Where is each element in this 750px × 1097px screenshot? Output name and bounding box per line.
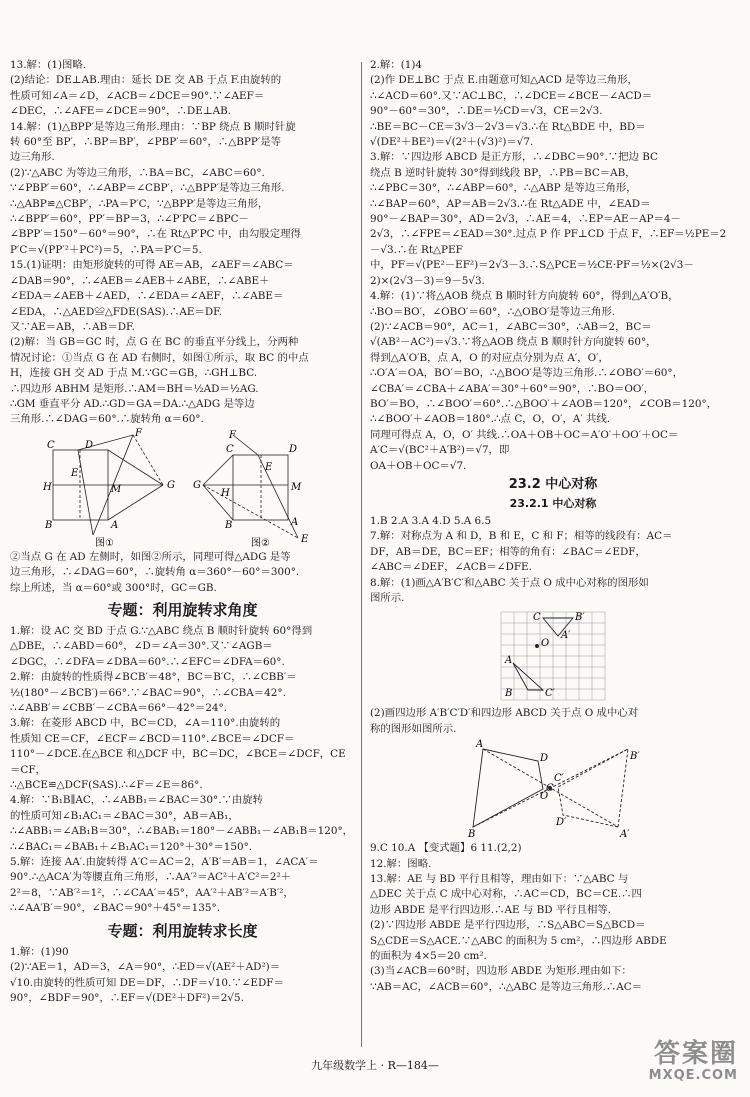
text-line: ∴BO＝BO′，∠OBO′＝60°，∴△OBO′是等边三角形. (370, 305, 616, 318)
text-line: 2²＝8，∵AB′²＝1²，∴∠CAA′＝45°，AA′²＋AB′²＝A′B′²， (10, 886, 294, 899)
text-line: △DEC 关于点 C 成中心对称，∴AC＝CD，BC＝CE.∴四 (370, 888, 642, 901)
text-line: 性质可知∠A＝∠D，∠ACB＝∠DCE＝90°.∵∠AEF＝ (10, 89, 265, 102)
text-line: (2)画四边形 A′B′C′D′和四边形 ABCD 关于点 O 成中心对 (370, 707, 639, 720)
text-line: A′C＝√(BC²＋A′B²)＝√7，即 (370, 444, 510, 457)
text-line: ∴∠AA′B′＝90°，∠BAC＝90°＋45°＝135°. (10, 902, 221, 915)
text-line: (2)解：当 GB＝GC 时，点 G 在 BC 的垂直平分线上，分两种 (10, 336, 299, 349)
column-divider (361, 62, 362, 1047)
fig2-label-g: G (192, 479, 201, 491)
text-line: △DBE，∴∠ABD＝60°，∠D＝∠A＝30°.又∵∠AGB＝ (10, 640, 273, 653)
quad-label-o: O (540, 791, 549, 803)
text-line: 称的图形如图所示. (370, 722, 457, 735)
text-line: ∴O′A′＝OA，BO′＝BO，∴△BOO′是等边三角形.∴∠OBO′＝60°， (370, 367, 683, 380)
text-line: S△CDE＝S△ACE.∵△ABC 的面积为 5 cm²，∴四边形 ABDE (370, 934, 667, 947)
text-line: (2)结论：DE⊥AB.理由：延长 DE 交 AB 于点 F.由旋转的 (10, 74, 282, 87)
quad-label-c-prime: C′ (554, 773, 564, 785)
text-line: ②当点 G 在 AD 左侧时，如图②所示，同理可得△ADG 是等 (10, 550, 291, 563)
text-line: 3.解：∵四边形 ABCD 是正方形，∴∠DBC＝90°.∵把边 BC (370, 151, 658, 164)
text-line: ∴BE＝BC－CE＝3√3－2√3＝√3.∴在 Rt△BDE 中，BD＝ (370, 120, 646, 133)
fig1-label-g: G (166, 479, 175, 491)
text-line: 情况讨论：①当点 G 在 AD 右侧时，如图①所示，取 BC 的中点 (10, 351, 309, 364)
text-line: 9.C 10.A 【变式题】6 11.(2,2) (370, 842, 522, 855)
text-line: 2.解：由旋转的性质得∠BCB′＝48°，BC＝B′C，∴∠CBB′＝ (10, 671, 297, 684)
text-line: 8.解：(1)画△A′B′C′和△ABC 关于点 O 成中心对称的图形如 (370, 576, 649, 589)
text-line: H，连接 GH 交 AD 于点 M.∵GC＝GB，∴GH⊥BC. (10, 367, 258, 380)
text-line: √(AB²－AC²)＝√3.∵将△AOB 绕点 B 顺时针方向旋转 60°， (370, 336, 657, 349)
text-line: OA＋OB＋OC＝√7. (370, 459, 467, 472)
text-line: 2√3，∴∠FPE＝∠EAD＝30°.过点 P 作 PF⊥CD 于点 F，∴EF＝½PE＝2－√3.∴在 Rt△PEF (370, 228, 727, 256)
text-line: 3.解：在菱形 ABCD 中，BC＝CD，∠A＝110°.由旋转的 (10, 717, 281, 730)
quad-label-d-prime: D′ (556, 817, 567, 829)
text-line: √(DE²＋BE²)＝√(2²＋(√3)²)＝√7. (370, 136, 534, 149)
fig2-label-b: B (224, 519, 232, 531)
fig2-label-m: M (290, 481, 301, 493)
text-line: ∴∠BPP′＝60°，PP′＝BP＝3，∴∠P′PC＝∠BPC－ (10, 213, 249, 226)
left-text-after-figure (10, 550, 355, 596)
text-line: ∴∠BOO′＋∠AOB＝180°.∴点 C，O，O′，A′ 共线. (370, 413, 611, 426)
quadrilateral-figure (468, 739, 638, 839)
text-line: (2)∵∠ACB＝90°，AC＝1，∠ABC＝30°，∴AB＝2，BC＝ (370, 320, 652, 333)
grid-label-c: C (533, 612, 541, 624)
text-line: ∠CBA′＝∠CBA＋∠ABA′＝30°＋60°＝90°，∴BO＝OO′， (370, 382, 655, 395)
text-line: ∴∠PBC＝30°，∴∠ABP＝60°，∴△ABP 是等边三角形， (370, 182, 637, 195)
fig2-label-f: F (228, 429, 236, 441)
text-line: (2)∵AE＝1，AD＝3，∠A＝90°，∴ED＝√(AE²＋AD²)＝ (10, 961, 281, 974)
right-column (370, 58, 736, 995)
text-line: 的性质可知∠B₁AC₁＝∠BAC＝30°，AB＝AB₁， (10, 809, 239, 822)
text-line: (2)∵四边形 ABDE 是平行四边形，∴S△ABC＝S△BCD＝ (370, 919, 646, 932)
text-line: 的面积为 4×5＝20 cm². (370, 950, 487, 963)
grid-label-o: O (541, 638, 550, 650)
quad-label-a-prime: A′ (620, 829, 630, 841)
text-line: 边形 ABDE 是平行四边形.∴AE 与 BD 平行且相等. (370, 903, 612, 916)
text-line: 得到△A′O′B，点 A，O 的对应点分别为点 A′，O′， (370, 351, 609, 364)
text-line: ∴∠ABB′＝∠CBB′－∠CBA＝66°－42°＝24°. (10, 702, 228, 714)
figure-1 (53, 435, 163, 535)
text-line: 90°－60°＝30°，∴DE＝½CD＝√3，CE＝2√3. (370, 105, 603, 118)
text-line: 三角形.∴∠DAG＝60°.∴旋转角 α＝60°. (10, 413, 204, 426)
text-line: 90°，∠BDF＝90°，∴EF＝√(DE²＋DF²)＝2√5. (10, 991, 244, 1004)
grid-symmetry-figure (493, 608, 613, 704)
text-line: 13.解：AE 与 BD 平行且相等，理由如下：∵△ABC 与 (370, 873, 629, 886)
text-line: 又∵AE＝AB，∴AB＝DF. (10, 320, 135, 333)
fig1-label-f: F (134, 427, 142, 439)
fig2-label-c: C (225, 443, 234, 455)
answers-block-2 (370, 706, 736, 737)
text-line: (3)当∠ACB＝60°时，四边形 ABDE 为矩形.理由如下： (370, 965, 632, 978)
text-line: ∴∠ACD＝60°.又∵AC⊥BC，∴∠DCE＝∠BCE－∠ACD＝ (370, 89, 653, 102)
text-line: 边三角形. (10, 151, 55, 164)
text-line: 中，PF＝√(PE²－EF²)＝2√3－3.∴S△PCE＝½CE·PF＝½×(2√3－ (370, 259, 694, 272)
text-line: ∴四边形 ABHM 是矩形.∴AM＝BH＝½AD＝½AG. (10, 382, 259, 395)
text-line: ∴GM 垂直平分 AD.∴GD＝GA＝DA.∴△ADG 是等边 (10, 397, 255, 410)
grid-label-b: B (505, 688, 513, 700)
text-line: 性质知 CE＝CF，∠ECF＝∠BCD＝110°.∠BCE＝∠DCF＝ (10, 732, 295, 745)
text-line: ∠ABC＝∠DEF，∠ACB＝∠DFE. (370, 561, 532, 574)
text-line: ∠EDA＝∠AEB＋∠AED，∴∠EDA＝∠AEF，∴∠ABE＝ (10, 290, 284, 303)
rotation-figures (33, 427, 333, 549)
text-line: ∴∠BAC₁＝∠BAB₁＋∠B₁AC₁＝120°＋30°＝150°. (10, 840, 253, 853)
grid-label-c-prime: C′ (545, 688, 555, 700)
text-line: 2.解：(1)4 (370, 59, 423, 71)
fig1-label-e: E (70, 467, 78, 479)
fig1-caption: 图① (94, 537, 114, 549)
text-line: 90°－∠BAP＝30°，AD＝2√3，∴AE＝4，∴EP＝AE－AP＝4－ (370, 213, 681, 226)
text-line: 图所示. (370, 592, 405, 604)
section-length-text (10, 945, 355, 1007)
fig1-label-h: H (42, 481, 52, 493)
text-line: 综上所述，当 α＝60°或 300°时，GC＝GB. (10, 581, 217, 594)
quad-label-c: C (546, 783, 554, 795)
text-line: 12.解：图略. (370, 857, 432, 870)
text-line: (2)∵△ABC 为等边三角形，∴BA＝BC，∠ABC＝60°. (10, 166, 265, 179)
text-line: 同理可得点 A，O，O′ 共线.∴OA＋OB＋OC＝A′O′＋OO′＋OC＝ (370, 428, 679, 441)
fig1-label-c: C (46, 439, 55, 451)
text-line: 绕点 B 逆时针旋转 30°得到线段 BP，∴PB＝BC＝AB， (370, 166, 636, 179)
watermark-line-1: 答案圈 (653, 1039, 738, 1069)
fig2-label-h: H (220, 487, 230, 499)
fig1-label-b: B (44, 519, 52, 531)
left-column (10, 58, 355, 1006)
text-line: 1.解：设 AC 交 BD 于点 G.∵△ABC 绕点 B 顺时针旋转 60°得到 (10, 624, 313, 637)
text-line: DF，AB＝DE，BC＝EF；相等的角有：∠BAC＝∠EDF， (370, 545, 646, 558)
fig2-label-e2: E (300, 533, 308, 545)
quad-label-b: B (468, 829, 476, 841)
grid-label-a-prime: A′ (561, 630, 571, 642)
text-line: ∵∠PBP′＝60°，∴∠ABP＝∠CBP′，∴△BPP′是等边三角形. (10, 182, 285, 195)
page-footer: 九年级数学上 · R—184— (311, 1059, 439, 1072)
chapter-title: 23.2 中心对称 (508, 476, 598, 492)
fig1-label-d: D (84, 439, 93, 451)
text-line: ½(180°－∠BCB′)＝66°.∵∠BAC＝90°，∴∠CBA＝42°. (10, 686, 286, 699)
fig1-label-a: A (110, 519, 118, 531)
left-text-block (10, 58, 355, 428)
text-line: 14.解：(1)△BPP′是等边三角形.理由：∵BP 绕点 B 顺时针旋 (10, 120, 296, 133)
quad-label-a: A (476, 739, 484, 751)
watermark-line-2: MXQE.COM (648, 1068, 738, 1083)
answers-block-1 (370, 514, 736, 606)
text-line: 110°－∠DCE.在△BCE 和△DCF 中，BC＝DC，∠BCE＝∠DCF，CE＝CF， (10, 748, 346, 776)
fig2-label-e: E (264, 461, 272, 473)
text-line: 转 60°至 BP′，∴BP＝BP′，∠PBP′＝60°，∴△BPP′是等 (10, 136, 281, 149)
text-line: ∴△ABP≌△CBP′，∴PA＝P′C，∵△BPP′是等边三角形， (10, 197, 269, 210)
text-line: ∵AB＝AC，∠ACB＝60°，∴△ABC 是等边三角形.∴AC＝ (370, 980, 643, 993)
text-line: 2)×(2√3－3)＝9－5√3. (370, 274, 485, 287)
grid-label-a: A (505, 655, 513, 667)
text-line: 5.解：连接 AA′.由旋转得 A′C＝AC＝2，A′B′＝AB＝1，∠ACA′＝ (10, 856, 319, 869)
grid-label-b-prime: B′ (575, 612, 585, 624)
text-line: ∠DAB＝90°，∴∠AEB＝∠AEB＋∠ABE，∴∠ABE＋ (10, 274, 270, 287)
text-line: ∠EDA，∴△AED≌△FDE(SAS).∴AE＝DF. (10, 305, 223, 318)
text-line: ∴∠BAP＝60°，AP＝AB＝2√3.∴在 Rt△ADE 中，∠EAD＝ (370, 197, 651, 210)
fig2-label-d: D (288, 443, 297, 455)
section-title-length: 专题：利用旋转求长度 (107, 921, 258, 940)
text-line: 1.解：(1)90 (10, 945, 69, 958)
figure-2 (203, 435, 298, 538)
text-line: P′C＝√(PP′²＋PC²)＝5，∴PA＝P′C＝5. (10, 243, 202, 256)
text-line: 7.解：对称点为 A 和 D，B 和 E，C 和 F；相等的线段有：AC＝ (370, 530, 673, 543)
section-title-angle: 专题：利用旋转求角度 (107, 600, 258, 619)
text-line: ∠DEC，∴∠AFE＝∠DCE＝90°，∴DE⊥AB. (10, 105, 232, 118)
text-line: √10.由旋转的性质可知 DE＝DF，∴DF＝√10.∵∠EDF＝ (10, 976, 284, 989)
text-line: ∴∠ABB₁＝∠AB₁B＝30°，∴∠BAB₁＝180°－∠ABB₁－∠AB₁B＝120°， (10, 825, 354, 838)
quad-label-d: D (540, 753, 549, 765)
text-line: BO′＝BO，∴∠BOO′＝60°.∴△BOO′＋∠AOB＝120°，∠COB＝120°， (370, 397, 718, 410)
answers-block-3 (370, 841, 736, 995)
text-line: 13.解：(1)图略. (10, 59, 87, 71)
text-line: ∠DGC，∴∠DFA＝∠DBA＝60°.∴∠EFC＝∠DFA＝60°. (10, 655, 285, 668)
text-line: 4.解：(1)∵将△AOB 绕点 B 顺时针方向旋转 60°，得到△A′O′B， (370, 290, 679, 303)
text-line: ∴△BCE≌△DCF(SAS).∴∠F＝∠E＝86°. (10, 779, 203, 792)
fig2-label-a: A (290, 516, 298, 528)
text-line: (2)作 DE⊥BC 于点 E.由题意可知△ACD 是等边三角形， (370, 74, 638, 87)
text-line: 边三角形，∴∠DAG＝60°，∴旋转角 α＝360°－60°＝300°. (10, 566, 300, 579)
watermark-logo (649, 1040, 738, 1083)
text-line: 4.解：∵B₁B∥AC，∴∠ABB₁＝∠BAC＝30°.∵由旋转 (10, 794, 264, 807)
quad-label-b-prime: B′ (630, 751, 640, 763)
subsection-title: 23.2.1 中心对称 (509, 496, 597, 510)
fig1-label-m: M (110, 483, 121, 495)
text-line: ∠BPP′＝150°－60°＝90°，∴在 Rt△P′PC 中，由勾股定理得 (10, 228, 301, 241)
text-line: 1.B 2.A 3.A 4.D 5.A 6.5 (370, 514, 492, 527)
text-line: 15.(1)证明：由矩形旋转的可得 AE＝AB，∠AEF＝∠ABC＝ (10, 259, 294, 272)
section-angle-text (10, 624, 355, 917)
fig2-caption: 图② (250, 537, 270, 549)
text-line: 90°.∴△ACA′为等腰直角三角形，∴AA′²＝AC²＋A′C²＝2²＋ (10, 871, 292, 884)
right-text-block (370, 58, 736, 474)
